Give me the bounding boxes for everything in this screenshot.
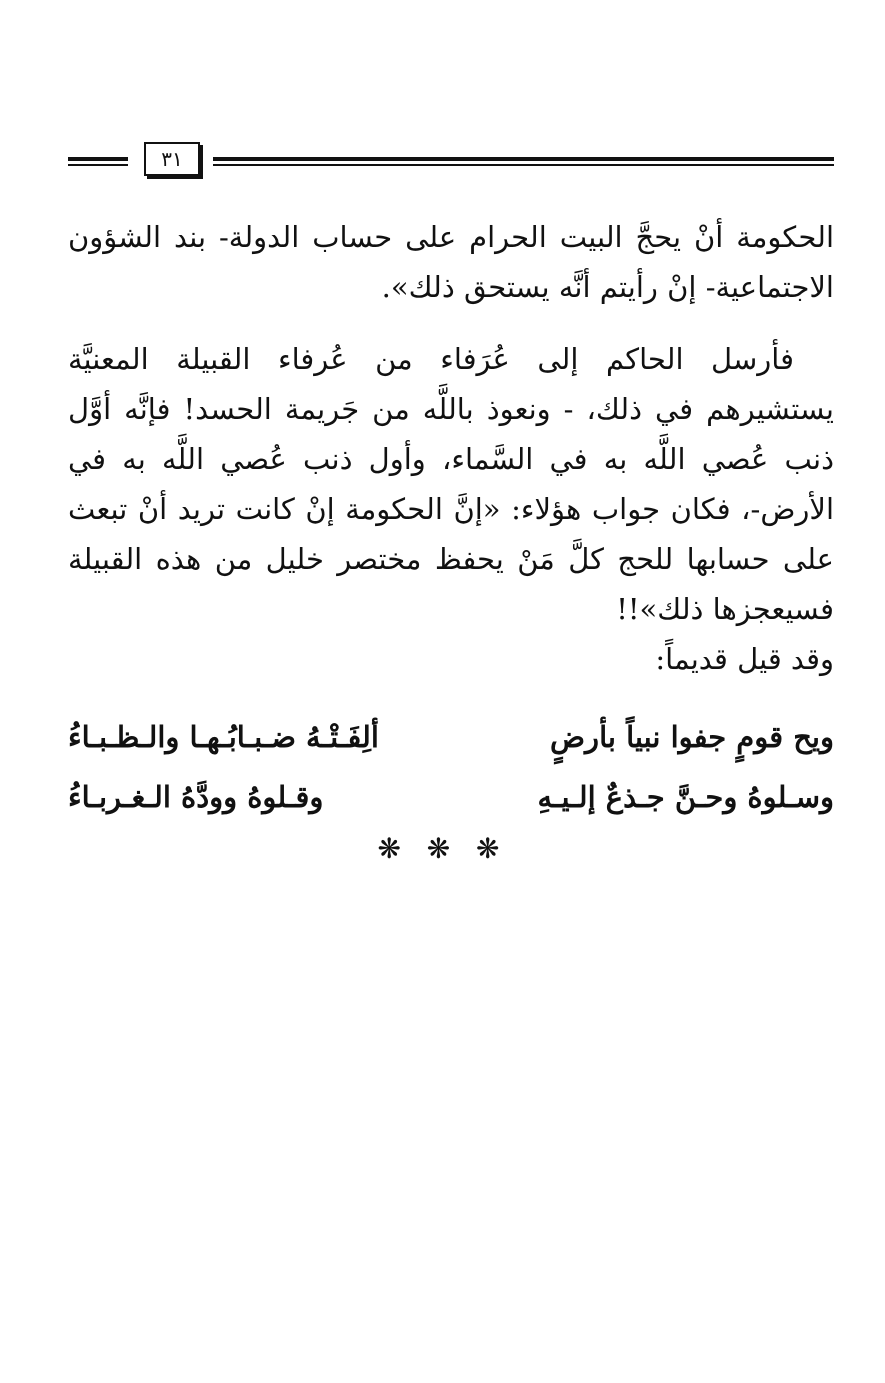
section-separator: ❋ ❋ ❋ [377,832,508,865]
verse-1-second-hemistich: ألِفَـتْـهُ ضـبـابُـهـا والـظـبـاءُ [68,720,379,754]
page-number: ٣١ [144,142,200,176]
verse-2-first-hemistich: وسـلوهُ وحـنَّ جـذعٌ إلـيـهِ [537,780,834,814]
header-rule-thick [213,157,834,161]
verse-1-first-hemistich: ويح قومٍ جفوا نبياً بأرضٍ [550,720,834,754]
header-rule-left [68,157,128,167]
poem-verse-2 [68,772,834,822]
header-rule-right [213,157,834,167]
verse-2-second-hemistich: وقـلوهُ وودَّهُ الـغـربـاءُ [68,780,324,814]
header-rule-thin [68,164,128,166]
header-rule-thick [68,157,128,161]
page-header [68,142,834,182]
body-text [68,212,834,684]
header-rule-thin [213,164,834,166]
paragraph-story: فأرسل الحاكم إلى عُرَفاء من عُرفاء القبيلة المعنيَّة يستشيرهم في ذلك، - ونعوذ باللَّه من جَريمة الحسد! فإنَّه أوَّل ذنب عُصي اللَّه به في السَّماء، وأول ذنب عُصي اللَّه به في الأرض-، فكان جواب هؤلاء: «إنَّ الحكومة إنْ كانت تريد أنْ تبعث على حسابها للحج كلَّ مَنْ يحفظ مختصر خليل من هذه القبيلة فسيعجزها ذلك»!! [68,342,834,626]
poem-introduction: وقد قيل قديماً: [655,642,834,676]
paragraph-continuation: الحكومة أنْ يحجَّ البيت الحرام على حساب الدولة- بند الشؤون الاجتماعية- إنْ رأيتم أنَّه يستحق ذلك». [68,220,834,304]
poem-verse-1 [68,712,834,762]
